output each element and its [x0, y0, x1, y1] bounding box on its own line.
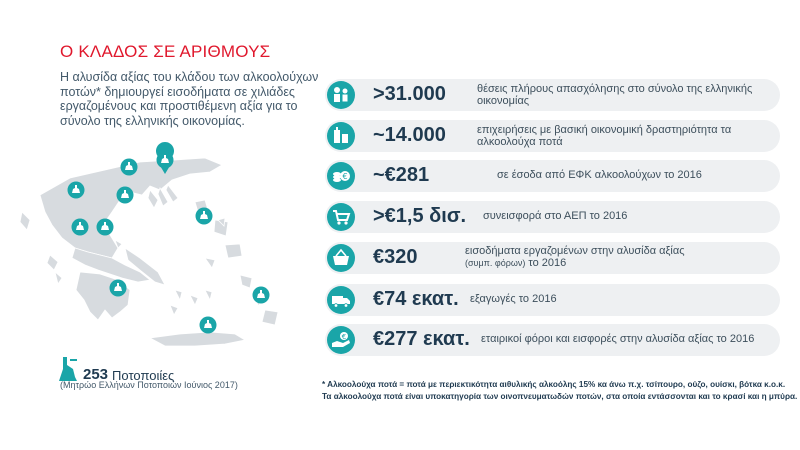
svg-text:€: €: [341, 333, 347, 341]
employees-icon: [327, 81, 355, 109]
footnote-line-2: Τα αλκοολούχα ποτά είναι υποκατηγορία των οινοπνευματωδών ποτών, στα οποία εντάσσονται και το κρασί και η μπύρα.: [322, 392, 798, 401]
stat-value: ~€281: [373, 164, 430, 186]
stat-row-businesses: [325, 120, 780, 152]
svg-text:€: €: [342, 172, 348, 181]
stat-value: >€1,5 δισ.: [373, 205, 467, 227]
stat-value: €277 εκατ.: [373, 328, 470, 350]
distilleries-number: 253: [83, 366, 109, 383]
stat-desc: θέσεις πλήρους απασχόλησης στο σύνολο της ελληνικής οικονομίας: [477, 83, 753, 107]
stat-row-wages: [325, 242, 780, 274]
hand-money-icon: [327, 326, 355, 354]
stat-desc: εξαγωγές το 2016: [470, 293, 557, 305]
footnote-line-1: * Αλκοολούχα ποτά = ποτά με περιεκτικότητα αιθυλικής αλκοόλης 15% κα άνω π.χ. τσίπουρο, ούζο, ουίσκι, βότκα κ.ο.κ.: [322, 380, 786, 389]
distilleries-label: Ποτοποιίες: [112, 368, 175, 383]
stat-desc: επιχειρήσεις με βασική οικονομική δραστηριότητα τα αλκοολούχα ποτά: [477, 124, 732, 148]
stat-row-taxes: [325, 324, 780, 356]
coins-euro-icon: [327, 162, 355, 190]
shopping-cart-icon: [327, 203, 355, 231]
stat-desc: εταιρικοί φόροι και εισφορές στην αλυσίδα αξίας το 2016: [481, 333, 755, 345]
intro-text: Η αλυσίδα αξίας του κλάδου των αλκοολούχων ποτών* δημιουργεί εισοδήματα σε χιλιάδες εργαζομένους και προστιθέμενη αξία για το σύνολο της ελληνικής οικονομίας.: [60, 70, 319, 128]
stat-desc: συνεισφορά στο ΑΕΠ το 2016: [483, 210, 628, 222]
still-icon: [57, 355, 79, 383]
distilleries-source: (Μητρώο Ελλήνων Ποτοποιών Ιούνιος 2017): [60, 380, 238, 390]
stat-row-exports: [325, 284, 780, 316]
businesses-icon: [327, 122, 355, 150]
page-title: Ο ΚΛΑΔΟΣ ΣΕ ΑΡΙΘΜΟΥΣ: [60, 42, 271, 61]
truck-icon: [327, 286, 355, 314]
stat-row-gdp: [325, 201, 780, 233]
greece-map: [0, 140, 300, 355]
stat-value: ~14.000: [373, 124, 446, 146]
basket-icon: [327, 244, 355, 272]
stat-row-excise-revenue: [325, 160, 780, 192]
stat-value: €74 εκατ.: [373, 288, 459, 310]
stat-desc: σε έσοδα από ΕΦΚ αλκοολούχων το 2016: [497, 169, 702, 181]
stat-desc: εισοδήματα εργαζομένων στην αλυσίδα αξίας (συμπ. φόρων) το 2016: [465, 245, 685, 269]
distilleries-count: [57, 355, 174, 383]
stat-row-employees: [325, 79, 780, 111]
stat-value: >31.000: [373, 83, 446, 105]
footnote: [322, 379, 797, 403]
stat-value: €320: [373, 246, 418, 268]
